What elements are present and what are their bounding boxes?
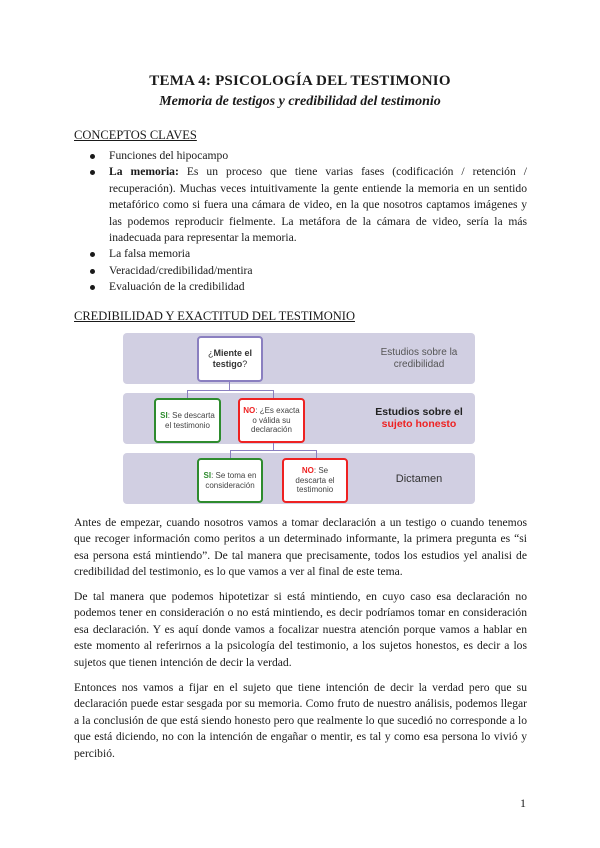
paragraph-3: Entonces nos vamos a fijar en el sujeto que tiene intención de decir la verdad pero que su declaración puede estar sesgada por su memoria. Como fruto de nuestro análisis, podemos llegar a la conclusión de que está siendo honesto pero que realmente lo que sucedió no corresponde a lo que está diciendo, no con la intención de engañar o mentir, es tal y como esa persona lo vivió y percibió. [74,681,527,760]
connector [230,450,316,451]
si-consider-box: SI: Se toma en consideración [197,458,263,503]
row-label-verdict: Dictamen [395,473,443,485]
paragraph-1: Antes de empezar, cuando nosotros vamos a tomar declaración a un testigo o cuando tenemos que recoger información como peritos a un determinado informante, la primera pregunta es “si esa persona está mintiendo”. De tal manera que precisamente, todos los estudios yel analisi de credibilidad del testimonio, es lo que vamos a ver al final de este tema. [74,516,527,579]
connector [230,450,231,458]
connector [273,390,274,398]
page-number: 1 [520,796,526,810]
section-heading-credibilidad: CREDIBILIDAD Y EXACTITUD DEL TESTIMONIO [74,309,355,323]
document-title: TEMA 4: PSICOLOGÍA DEL TESTIMONIO [149,73,451,89]
document-subtitle: Memoria de testigos y credibilidad del testimonio [159,94,441,109]
list-item: La falsa memoria [74,246,527,262]
connector [187,390,273,391]
list-item: Evaluación de la credibilidad [74,279,527,295]
concepts-list [74,148,527,296]
row-label-credibility: Estudios sobre la credibilidad [380,347,458,370]
list-item: La memoria: Es un proceso que tiene varias fases (codificación / retención / recuperación). Muchas veces intuitivamente la gente entiende la memoria en un sentido metafórico como si fuera una cámara de video, en la que nosotros captamos imágenes y las podemos reproducir fielmente. La metáfora de la cámara de video, sería la más inadecuada para representar la memoria. [74,164,527,246]
connector [316,450,317,458]
row-label-honest-subject: Estudios sobre el sujeto honesto [375,406,463,430]
no-discard-box: NO: Se descarta el testimonio [282,458,348,503]
credibility-flow-diagram [123,333,475,505]
question-box: ¿Miente el testigo? [197,336,263,382]
list-item: Veracidad/credibilidad/mentira [74,263,527,279]
section-heading-conceptos: CONCEPTOS CLAVES [74,128,197,142]
list-item: Funciones del hipocampo [74,148,527,164]
paragraph-2: De tal manera que podemos hipotetizar si está mintiendo, en cuyo caso esa declaración no podemos tener en consideración o no está mintiendo, es decir podríamos tomar en consideración esa declaración. Y es aquí donde vamos a focalizar nuestra atención porque vamos a hablar en este momento al referirnos a la psicología del testimonio, a los sujetos honestos, es decir a los sujetos que tienen intención de decir la verdad. [74,590,527,669]
connector [187,390,188,398]
si-discard-box: SI: Se descarta el testimonio [154,398,221,443]
no-accuracy-box: NO: ¿Es exacta o válida su declaración [238,398,305,443]
